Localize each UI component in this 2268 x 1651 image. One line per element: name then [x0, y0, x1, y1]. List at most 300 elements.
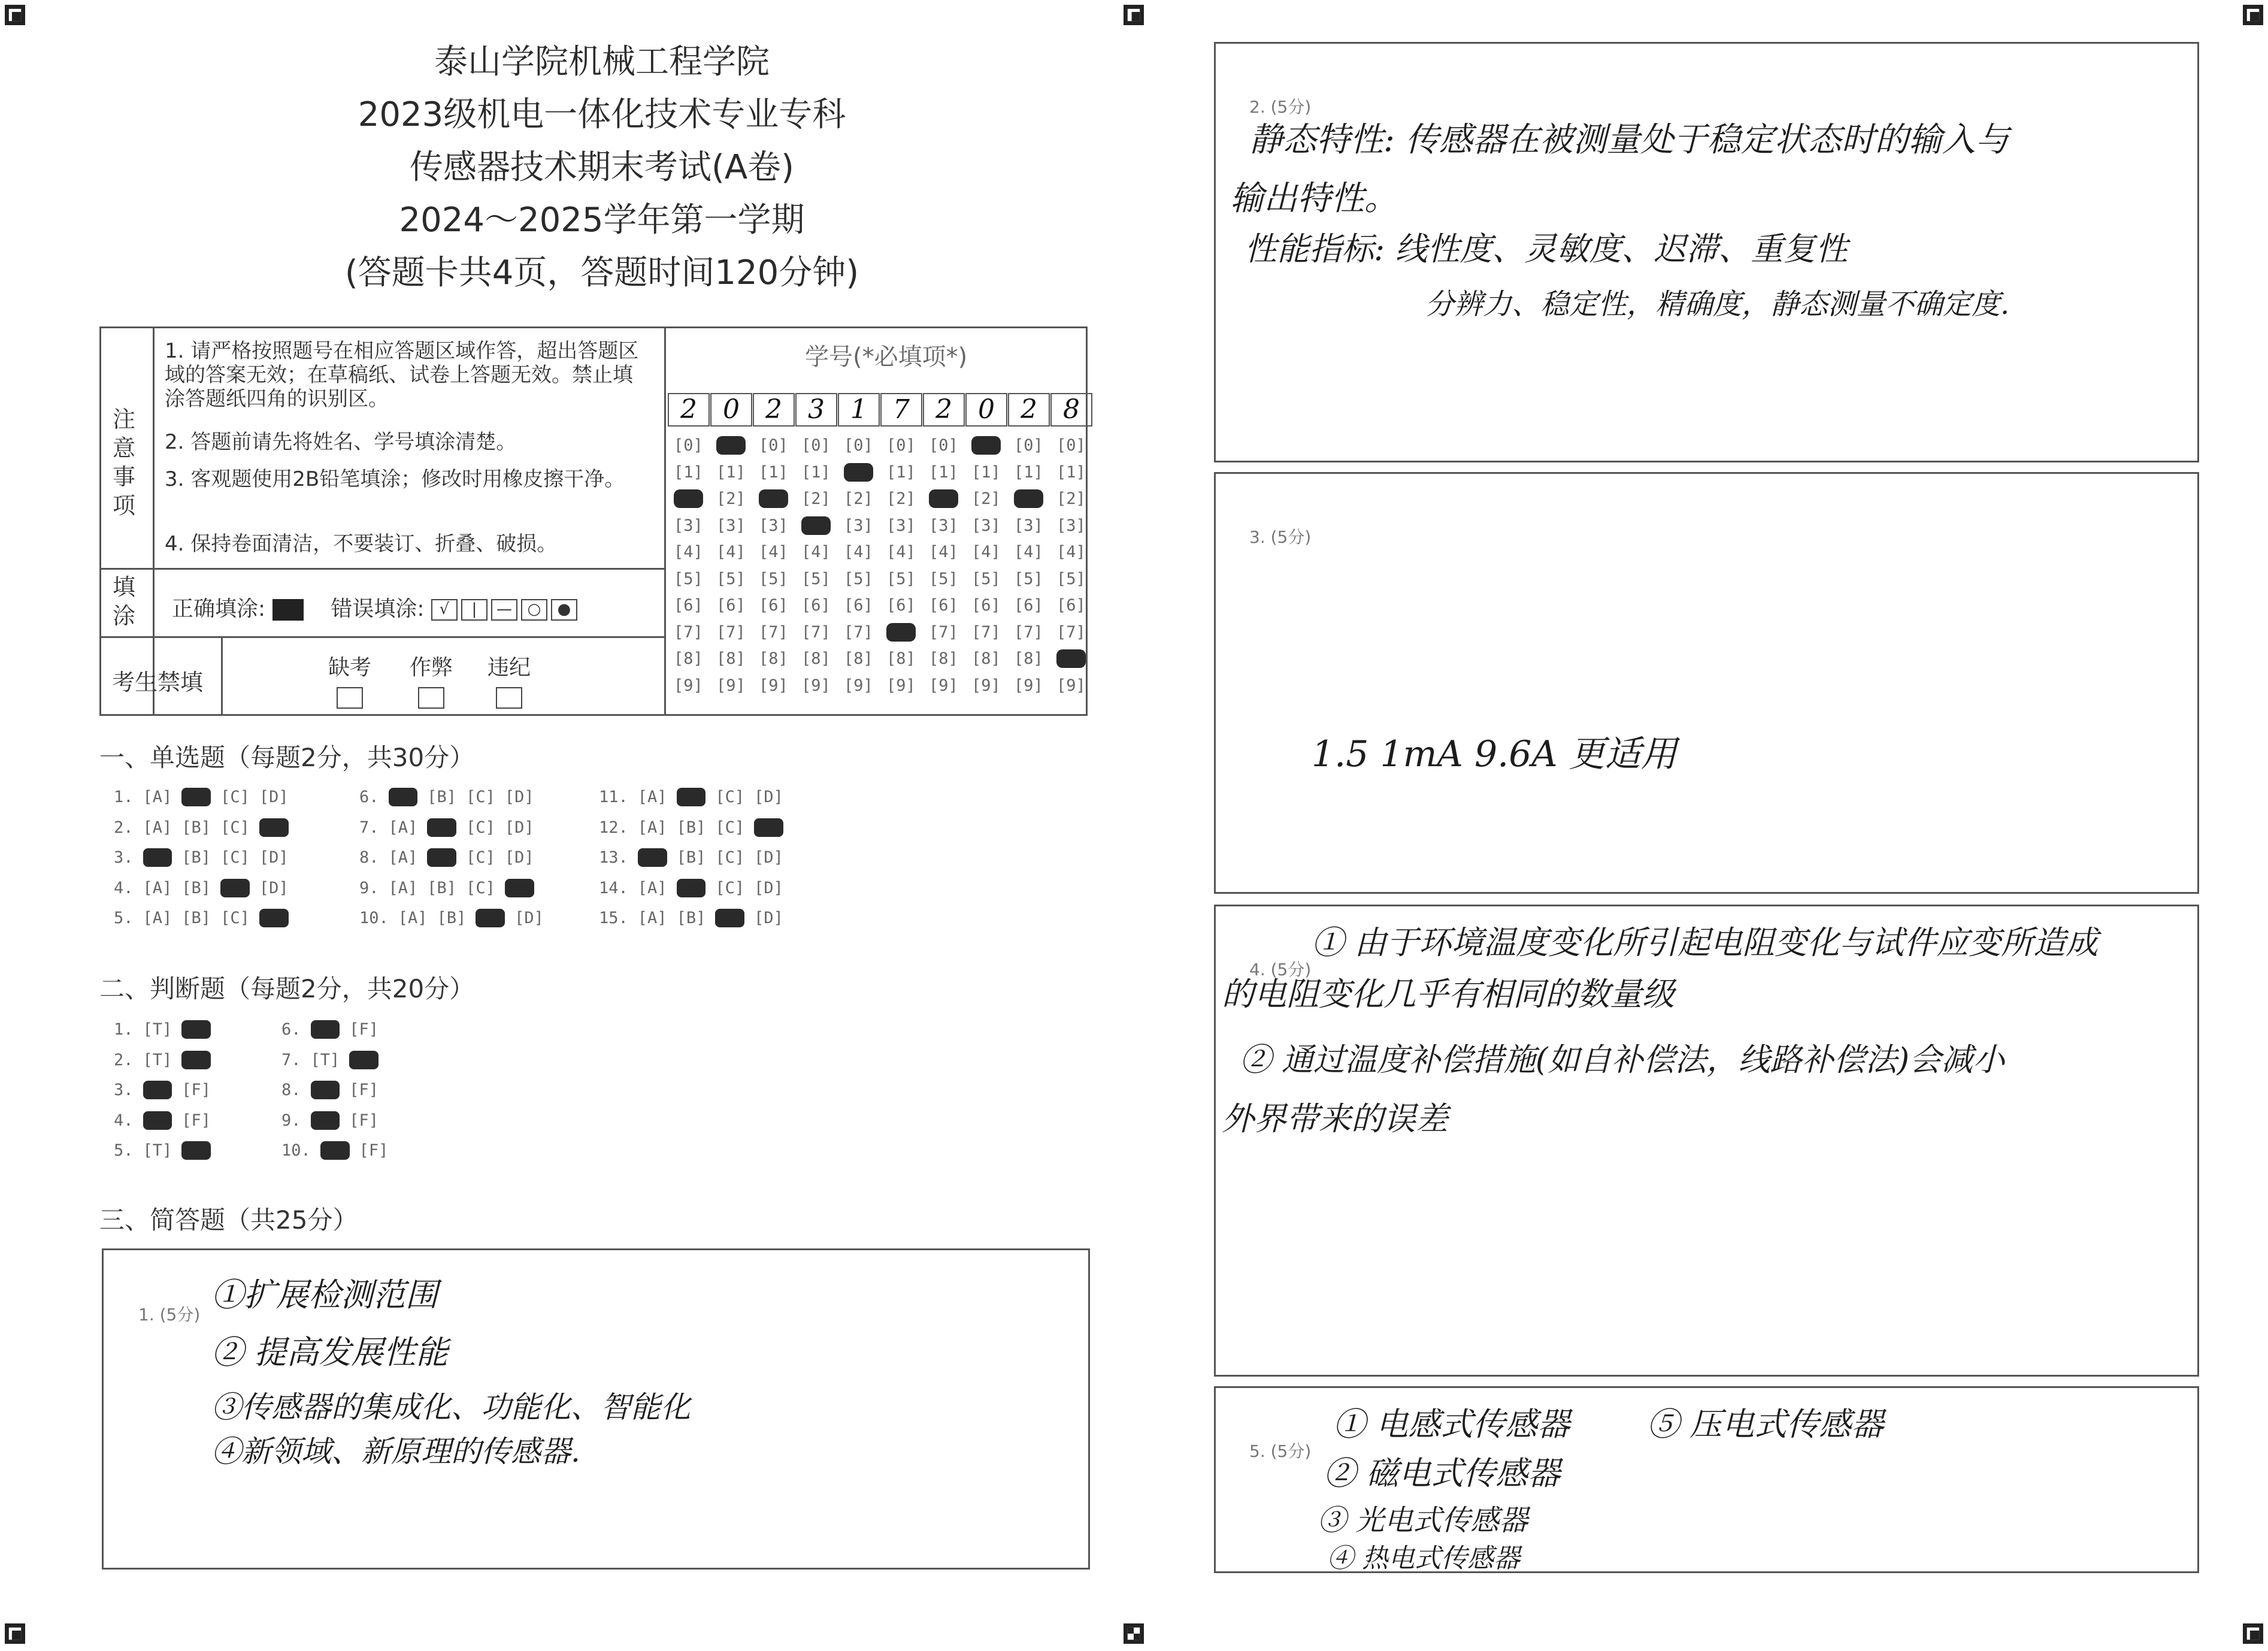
- choice-option[interactable]: [C]: [715, 788, 745, 806]
- question-number: 2.: [114, 818, 134, 837]
- choice-option[interactable]: [B]: [676, 909, 706, 927]
- answer-box-q3[interactable]: [1214, 472, 2199, 894]
- student-id-bubble[interactable]: [7]: [971, 622, 1001, 642]
- choice-option[interactable]: [C]: [220, 909, 250, 927]
- student-id-bubble[interactable]: [8]: [759, 649, 788, 668]
- choice-option[interactable]: [A]: [637, 878, 667, 897]
- choice-option[interactable]: [B]: [181, 878, 211, 897]
- choice-option[interactable]: [C]: [466, 848, 495, 867]
- choice-option[interactable]: [181, 788, 211, 806]
- choice-option[interactable]: [B]: [427, 788, 457, 806]
- short-answer-title: 三、简答题（共25分）: [99, 1205, 358, 1235]
- choice-option[interactable]: [A]: [143, 909, 172, 927]
- tf-option[interactable]: [320, 1141, 350, 1160]
- wrong-mark-bar: |: [461, 599, 487, 621]
- choice-option[interactable]: [B]: [181, 909, 211, 927]
- student-id-bubble[interactable]: [1]: [759, 462, 788, 482]
- exam-name: 传感器技术期末考试(A卷): [409, 148, 794, 187]
- single-choice-question: [114, 909, 298, 927]
- question-number: 6.: [359, 788, 379, 806]
- question-number: 10.: [281, 1141, 311, 1160]
- choice-option[interactable]: [B]: [676, 818, 706, 837]
- student-id-bubble[interactable]: [7]: [1014, 622, 1043, 642]
- student-id-bubble[interactable]: [8]: [801, 649, 831, 668]
- student-id-bubble[interactable]: [4]: [971, 543, 1001, 561]
- student-id-bubble[interactable]: [0]: [801, 436, 831, 455]
- ban-violation-label: 违纪: [487, 655, 531, 680]
- choice-option[interactable]: [A]: [388, 818, 418, 837]
- q5-answer-line-5: ⑤ 压电式传感器: [1647, 1405, 1884, 1443]
- student-id-bubble[interactable]: [7]: [844, 622, 873, 642]
- tf-option[interactable]: [143, 1111, 172, 1130]
- tf-option[interactable]: [143, 1081, 172, 1099]
- student-id-bubble[interactable]: [6]: [1056, 596, 1086, 615]
- student-id-bubble[interactable]: [8]: [674, 649, 703, 668]
- student-id-bubble[interactable]: [0]: [1014, 436, 1043, 455]
- student-id-bubble[interactable]: [7]: [801, 622, 831, 642]
- question-number: 11.: [599, 788, 628, 806]
- student-id-bubble[interactable]: [3]: [1056, 516, 1086, 535]
- student-id-bubble[interactable]: [6]: [801, 596, 831, 615]
- choice-option[interactable]: [389, 788, 418, 806]
- school-name: 泰山学院机械工程学院: [434, 43, 770, 81]
- registration-mark-bottom-right: [2243, 1623, 2263, 1644]
- registration-mark-top-middle: [1124, 5, 1144, 25]
- true-false-question: [281, 1111, 388, 1130]
- tf-option[interactable]: [T]: [143, 1050, 172, 1069]
- wrong-mark-circle: ○: [521, 599, 547, 621]
- question-number: 15.: [599, 909, 628, 927]
- correct-fill-label: 正确填涂:: [172, 597, 266, 621]
- choice-option[interactable]: [A]: [143, 788, 172, 806]
- question-number: 5.: [114, 1141, 134, 1160]
- registration-mark-bottom-left: [5, 1623, 25, 1644]
- q4-answer-line-3: ② 通过温度补偿措施(如自补偿法，线路补偿法)会减小: [1240, 1042, 2005, 1078]
- student-id-bubble[interactable]: [6]: [716, 596, 746, 615]
- true-false-question: [114, 1111, 220, 1130]
- choice-option[interactable]: [C]: [220, 788, 250, 806]
- student-id-bubble[interactable]: [1014, 489, 1043, 508]
- q5-answer-line-3: ③ 光电式传感器: [1318, 1504, 1528, 1537]
- choice-option[interactable]: [638, 848, 667, 867]
- q2-answer-line-2: 输出特性。: [1230, 179, 1398, 218]
- choice-option[interactable]: [C]: [715, 878, 745, 897]
- tf-option[interactable]: [T]: [310, 1050, 340, 1069]
- q4-answer-line-2: 的电阻变化几乎有相同的数量级: [1222, 975, 1674, 1013]
- student-id-bubble[interactable]: [5]: [844, 569, 873, 588]
- choice-option[interactable]: [C]: [220, 848, 250, 867]
- question-number: 13.: [599, 848, 628, 867]
- choice-option[interactable]: [D]: [754, 878, 783, 897]
- answer-box-q2[interactable]: [1214, 42, 2199, 462]
- choice-option[interactable]: [754, 818, 783, 837]
- student-id-digit-6[interactable]: 7: [880, 393, 922, 427]
- student-id-bubble[interactable]: [5]: [929, 569, 958, 588]
- student-id-bubble[interactable]: [1]: [674, 462, 703, 482]
- wrong-fill-label: 错误填涂:: [331, 597, 425, 621]
- choice-option[interactable]: [259, 818, 289, 837]
- student-id-bubble[interactable]: [0]: [844, 436, 873, 455]
- ban-cheat[interactable]: [404, 651, 458, 709]
- student-id-bubble[interactable]: [9]: [929, 676, 958, 695]
- question-number: 4.: [114, 878, 134, 897]
- student-id-bubble[interactable]: [1]: [716, 462, 746, 482]
- ban-cheat-label: 作弊: [409, 655, 453, 680]
- q1-label: 1. (5分): [138, 1305, 201, 1325]
- tf-option[interactable]: [181, 1020, 211, 1039]
- tf-option[interactable]: [F]: [181, 1111, 211, 1130]
- choice-option[interactable]: [D]: [259, 848, 289, 867]
- student-id-bubble[interactable]: [6]: [674, 596, 703, 615]
- ban-violation[interactable]: [482, 651, 536, 709]
- question-number: 12.: [599, 818, 628, 837]
- question-number: 14.: [599, 878, 628, 897]
- student-id-bubble[interactable]: [801, 516, 831, 535]
- student-id-digit-1[interactable]: 2: [668, 393, 710, 427]
- question-number: 10.: [359, 909, 389, 927]
- student-id-bubble[interactable]: [4]: [1014, 543, 1043, 561]
- tf-option[interactable]: [T]: [143, 1141, 172, 1160]
- choice-option[interactable]: [259, 909, 289, 927]
- ban-violation-checkbox[interactable]: [496, 687, 522, 709]
- choice-option[interactable]: [D]: [504, 818, 534, 837]
- student-id-bubble[interactable]: [0]: [886, 436, 916, 455]
- tf-option[interactable]: [349, 1051, 378, 1069]
- single-choice-question: [359, 909, 553, 927]
- single-choice-title: 一、单选题（每题2分，共30分）: [99, 743, 475, 772]
- student-id-bubble[interactable]: [5]: [801, 569, 831, 588]
- exam-header: [99, 36, 1105, 300]
- student-id-bubble[interactable]: [4]: [929, 543, 958, 561]
- single-choice-question: [114, 848, 298, 867]
- registration-mark-top-left: [5, 5, 25, 25]
- choice-option[interactable]: [C]: [715, 848, 745, 867]
- question-number: 7.: [281, 1050, 301, 1069]
- question-number: 1.: [114, 1020, 134, 1039]
- notice-item-1: 1. 请严格按照题号在相应答题区域作答，超出答题区域的答案无效；在草稿纸、试卷上答题无效。禁止填涂答题纸四角的识别区。: [165, 339, 639, 411]
- question-number: 8.: [359, 848, 379, 867]
- choice-option[interactable]: [D]: [504, 848, 534, 867]
- single-choice-question: [599, 848, 793, 867]
- question-number: 9.: [281, 1111, 301, 1130]
- student-id-bubble[interactable]: [0]: [1056, 436, 1086, 455]
- student-id-title: 学号(*必填项*): [805, 343, 968, 371]
- question-number: 5.: [114, 909, 134, 927]
- q2-answer-line-3: 性能指标: 线性度、灵敏度、迟滞、重复性: [1244, 230, 1848, 268]
- student-id-bubble[interactable]: [6]: [886, 596, 916, 615]
- q1-answer-line-4: ④新领域、新原理的传感器.: [211, 1434, 580, 1469]
- student-id-bubble[interactable]: [2]: [971, 489, 1001, 508]
- student-id-bubble[interactable]: [0]: [759, 436, 788, 455]
- q1-answer-line-2: ② 提高发展性能: [211, 1334, 449, 1371]
- choice-option[interactable]: [A]: [388, 848, 418, 867]
- choice-option[interactable]: [220, 879, 250, 897]
- question-number: 1.: [114, 788, 134, 806]
- student-id-bubble[interactable]: [8]: [886, 649, 916, 668]
- tf-option[interactable]: [311, 1081, 340, 1099]
- choice-option[interactable]: [A]: [143, 878, 172, 897]
- student-id-bubble[interactable]: [5]: [886, 569, 916, 588]
- student-id-bubble[interactable]: [4]: [1056, 543, 1086, 561]
- student-id-bubble[interactable]: [4]: [674, 543, 703, 561]
- student-id-digit-8[interactable]: 0: [965, 393, 1007, 427]
- choice-option[interactable]: [B]: [181, 848, 211, 867]
- choice-option[interactable]: [427, 818, 456, 837]
- true-false-question: [281, 1020, 388, 1039]
- question-number: 3.: [114, 1081, 134, 1099]
- notice-item-3: 3. 客观题使用2B铅笔填涂；修改时用橡皮擦干净。: [165, 467, 625, 491]
- student-id-bubble[interactable]: [3]: [971, 516, 1001, 535]
- tf-option[interactable]: [181, 1141, 211, 1160]
- choice-option[interactable]: [677, 879, 706, 897]
- choice-option[interactable]: [D]: [514, 909, 544, 927]
- single-choice-question: [114, 879, 298, 897]
- q4-label: 4. (5分): [1249, 960, 1312, 979]
- answer-box-q4[interactable]: [1214, 905, 2199, 1377]
- student-id-bubble[interactable]: [716, 436, 746, 455]
- wrong-mark-check: √: [431, 599, 458, 621]
- student-id-bubble[interactable]: [844, 463, 873, 482]
- choice-option[interactable]: [D]: [754, 788, 783, 806]
- student-id-bubble[interactable]: [4]: [716, 543, 746, 561]
- student-id-digit-3[interactable]: 2: [753, 393, 795, 427]
- q5-label: 5. (5分): [1249, 1441, 1312, 1461]
- student-id-bubble[interactable]: [8]: [844, 649, 873, 668]
- student-id-bubble[interactable]: [674, 489, 703, 508]
- student-id-bubble[interactable]: [5]: [1014, 569, 1043, 588]
- student-id-bubble[interactable]: [3]: [674, 516, 703, 535]
- student-id-bubble[interactable]: [8]: [929, 649, 958, 668]
- student-id-digit-9[interactable]: 2: [1008, 393, 1050, 427]
- q2-answer-line-4: 分辨力、稳定性，精确度，静态测量不确定度.: [1425, 288, 2010, 321]
- student-id-bubble[interactable]: [4]: [886, 543, 916, 561]
- student-id-bubble[interactable]: [3]: [1014, 516, 1043, 535]
- choice-option[interactable]: [A]: [398, 909, 428, 927]
- student-id-bubble[interactable]: [4]: [801, 543, 831, 561]
- student-id-bubble[interactable]: [1]: [801, 462, 831, 482]
- student-id-bubble[interactable]: [9]: [971, 676, 1001, 695]
- single-choice-question: [359, 879, 544, 897]
- student-id-bubble[interactable]: [1]: [1056, 462, 1086, 482]
- student-id-bubble[interactable]: [3]: [886, 516, 916, 535]
- tf-option[interactable]: [311, 1111, 340, 1130]
- student-id-bubble[interactable]: [6]: [759, 596, 788, 615]
- choice-option[interactable]: [C]: [466, 818, 495, 837]
- single-choice-question: [114, 788, 298, 806]
- question-number: 3.: [114, 848, 134, 867]
- ban-label: 考生禁填: [112, 669, 204, 696]
- q3-label: 3. (5分): [1249, 527, 1312, 547]
- answer-box-q1[interactable]: [102, 1248, 1090, 1570]
- q5-answer-line-4: ④ 热电式传感器: [1327, 1543, 1520, 1574]
- student-id-digit-10[interactable]: 8: [1050, 393, 1092, 427]
- student-id-bubble[interactable]: [5]: [716, 569, 746, 588]
- choice-option[interactable]: [A]: [637, 788, 667, 806]
- student-id-bubble[interactable]: [8]: [716, 649, 746, 668]
- student-id-bubble[interactable]: [1]: [886, 462, 916, 482]
- choice-option[interactable]: [B]: [181, 818, 211, 837]
- ban-absent-checkbox[interactable]: [337, 687, 363, 709]
- choice-option[interactable]: [B]: [427, 878, 457, 897]
- choice-option[interactable]: [D]: [259, 788, 289, 806]
- student-id-bubble[interactable]: [9]: [759, 676, 788, 695]
- notice-label: 注意事项: [112, 406, 135, 519]
- student-id-bubble[interactable]: [6]: [844, 596, 873, 615]
- choice-option[interactable]: [D]: [259, 878, 289, 897]
- choice-option[interactable]: [C]: [220, 818, 250, 837]
- single-choice-question: [599, 879, 793, 897]
- student-id-bubble[interactable]: [5]: [971, 569, 1001, 588]
- student-id-bubble[interactable]: [7]: [759, 622, 788, 642]
- student-id-bubble[interactable]: [5]: [759, 569, 788, 588]
- student-id-bubble[interactable]: [1]: [971, 462, 1001, 482]
- student-id-bubble[interactable]: [2]: [844, 489, 873, 508]
- student-id-bubble[interactable]: [6]: [971, 596, 1001, 615]
- notice-item-2: 2. 答题前请先将姓名、学号填涂清楚。: [165, 430, 517, 454]
- q5-answer-line-2: ② 磁电式传感器: [1324, 1455, 1561, 1492]
- student-id-bubble[interactable]: [971, 436, 1001, 455]
- single-choice-question: [359, 788, 544, 806]
- notice-item-4: 4. 保持卷面清洁，不要装订、折叠、破损。: [165, 532, 558, 556]
- wrong-mark-dot: ●: [551, 599, 577, 621]
- student-id-bubble[interactable]: [8]: [1014, 649, 1043, 668]
- student-id-bubble[interactable]: [1056, 649, 1086, 668]
- tf-option[interactable]: [181, 1051, 211, 1069]
- student-id-bubble[interactable]: [9]: [886, 676, 916, 695]
- student-id-bubble[interactable]: [3]: [716, 516, 746, 535]
- ban-absent-label: 缺考: [328, 655, 371, 680]
- single-choice-question: [359, 818, 544, 837]
- true-false-question: [114, 1020, 220, 1039]
- question-number: 9.: [359, 878, 379, 897]
- choice-option[interactable]: [427, 848, 456, 867]
- true-false-title: 二、判断题（每题2分，共20分）: [99, 974, 475, 1003]
- student-id-bubble[interactable]: [6]: [1014, 596, 1043, 615]
- ban-cheat-checkbox[interactable]: [418, 687, 444, 709]
- tf-option[interactable]: [F]: [349, 1111, 379, 1130]
- q4-answer-line-4: 外界带来的误差: [1222, 1100, 1448, 1138]
- choice-option[interactable]: [715, 909, 744, 927]
- student-id-bubble[interactable]: [7]: [1056, 622, 1086, 642]
- choice-option[interactable]: [505, 879, 534, 897]
- student-id-bubble[interactable]: [3]: [759, 516, 788, 535]
- question-number: 4.: [114, 1111, 134, 1130]
- info-table: [99, 326, 1088, 716]
- tf-option[interactable]: [311, 1020, 340, 1039]
- student-id-digit-5[interactable]: 1: [838, 393, 880, 427]
- student-id-bubble[interactable]: [4]: [759, 543, 788, 561]
- tf-option[interactable]: [F]: [359, 1141, 389, 1160]
- student-id-bubble[interactable]: [759, 489, 788, 508]
- student-id-bubble[interactable]: [0]: [674, 436, 703, 455]
- student-id-bubble[interactable]: [2]: [1056, 489, 1086, 508]
- student-id-bubble[interactable]: [9]: [1056, 676, 1086, 695]
- tf-option[interactable]: [F]: [181, 1081, 211, 1099]
- tf-option[interactable]: [F]: [349, 1020, 379, 1039]
- student-id-bubble[interactable]: [886, 623, 916, 642]
- student-id-bubble[interactable]: [9]: [674, 676, 703, 695]
- choice-option[interactable]: [D]: [504, 788, 534, 806]
- student-id-bubble[interactable]: [3]: [844, 516, 873, 535]
- student-id-bubble[interactable]: [1]: [929, 462, 958, 482]
- tf-option[interactable]: [F]: [349, 1081, 379, 1099]
- student-id-bubble[interactable]: [0]: [929, 436, 958, 455]
- choice-option[interactable]: [D]: [754, 848, 783, 867]
- choice-option[interactable]: [A]: [388, 878, 418, 897]
- student-id-bubble[interactable]: [9]: [1014, 676, 1043, 695]
- student-id-bubble[interactable]: [929, 489, 958, 508]
- single-choice-question: [599, 818, 793, 837]
- student-id-bubble[interactable]: [9]: [844, 676, 873, 695]
- student-id-bubble[interactable]: [5]: [1056, 569, 1086, 588]
- true-false-question: [281, 1141, 398, 1160]
- single-choice-question: [599, 909, 793, 927]
- q1-answer-line-1: ①扩展检测范围: [211, 1276, 438, 1314]
- q5-answer-line-1: ① 电感式传感器: [1333, 1405, 1570, 1443]
- student-id-bubble[interactable]: [5]: [674, 569, 703, 588]
- student-id-bubble[interactable]: [9]: [801, 676, 831, 695]
- correct-fill-mark: [272, 599, 304, 621]
- choice-option[interactable]: [A]: [637, 818, 667, 837]
- question-number: 8.: [281, 1081, 301, 1099]
- student-id-bubble[interactable]: [3]: [929, 516, 958, 535]
- choice-option[interactable]: [A]: [637, 909, 667, 927]
- q2-answer-line-1: 静态特性: 传感器在被测量处于稳定状态时的输入与: [1249, 120, 2009, 159]
- true-false-question: [114, 1051, 220, 1069]
- student-id-bubble[interactable]: [6]: [929, 596, 958, 615]
- class-name: 2023级机电一体化技术专业专科: [358, 95, 846, 134]
- true-false-question: [114, 1141, 220, 1160]
- single-choice-question: [599, 788, 793, 806]
- semester: 2024～2025学年第一学期: [399, 201, 805, 240]
- choice-option[interactable]: [B]: [676, 848, 706, 867]
- choice-option[interactable]: [C]: [466, 788, 495, 806]
- choice-option[interactable]: [143, 848, 172, 867]
- fill-example-row: [172, 592, 581, 622]
- student-id-digit-7[interactable]: 2: [923, 393, 965, 427]
- student-id-digit-4[interactable]: 3: [795, 393, 837, 427]
- q3-answer-line-1: 1.5 1mA 9.6A 更适用: [1312, 733, 1677, 775]
- choice-option[interactable]: [A]: [143, 818, 172, 837]
- question-number: 6.: [281, 1020, 301, 1039]
- student-id-bubble[interactable]: [7]: [674, 622, 703, 642]
- student-id-bubble[interactable]: [1]: [1014, 462, 1043, 482]
- student-id-digit-2[interactable]: 0: [710, 393, 752, 427]
- choice-option[interactable]: [D]: [754, 909, 783, 927]
- student-id-bubble[interactable]: [2]: [716, 489, 746, 508]
- choice-option[interactable]: [C]: [466, 878, 495, 897]
- student-id-bubble[interactable]: [8]: [971, 649, 1001, 668]
- student-id-bubble[interactable]: [4]: [844, 543, 873, 561]
- fill-label: 填涂: [112, 574, 135, 629]
- single-choice-question: [359, 848, 544, 867]
- student-id-bubble[interactable]: [7]: [716, 622, 746, 642]
- tf-option[interactable]: [T]: [143, 1020, 172, 1039]
- choice-option[interactable]: [476, 909, 505, 927]
- single-choice-question: [114, 818, 298, 837]
- true-false-question: [114, 1081, 220, 1099]
- choice-option[interactable]: [C]: [715, 818, 745, 837]
- student-id-bubble[interactable]: [2]: [886, 489, 916, 508]
- answer-box-q5[interactable]: [1214, 1386, 2199, 1573]
- choice-option[interactable]: [B]: [437, 909, 467, 927]
- student-id-bubble[interactable]: [2]: [801, 489, 831, 508]
- choice-option[interactable]: [677, 788, 706, 806]
- ban-absent[interactable]: [323, 651, 377, 709]
- student-id-bubble[interactable]: [7]: [929, 622, 958, 642]
- student-id-bubble[interactable]: [9]: [716, 676, 746, 695]
- card-info: (答题卡共4页，答题时间120分钟): [344, 253, 859, 292]
